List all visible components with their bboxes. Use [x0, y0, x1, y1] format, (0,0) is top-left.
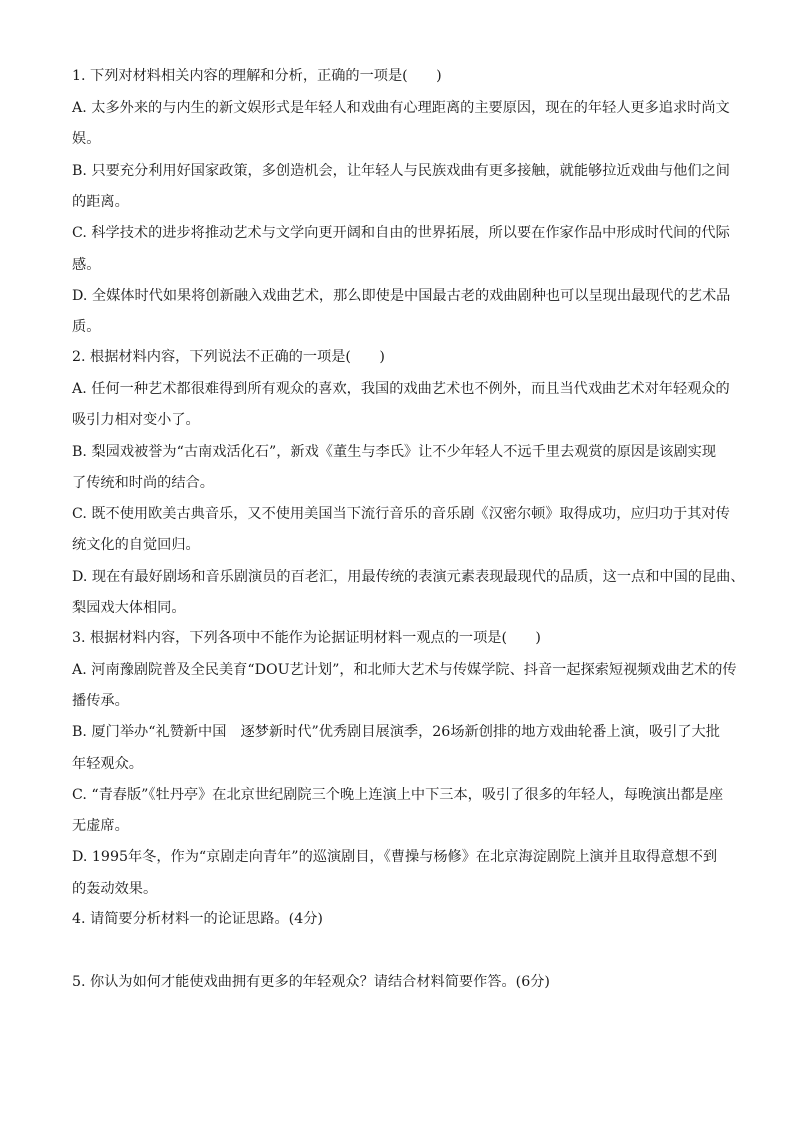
question-1-option-c-line1: C. 科学技术的进步将推动艺术与文学向更开阔和自由的世界拓展，所以要在作家作品中形成时代间的代际 — [72, 225, 730, 241]
question-3-option-a-line1: A. 河南豫剧院普及全民美育“DOU艺计划”，和北师大艺术与传媒学院、抖音一起探索短视频戏曲艺术的传 — [72, 662, 737, 678]
question-2-option-a-line2: 吸引力相对变小了。 — [72, 412, 200, 428]
question-2-option-c-line2: 统文化的自觉回归。 — [72, 537, 200, 553]
question-2-stem: 2. 根据材料内容，下列说法不正确的一项是( ) — [72, 349, 385, 365]
question-1-option-c-line2: 感。 — [72, 257, 101, 273]
question-3-option-d-line1: D. 1995年冬，作为“京剧走向青年”的巡演剧目，《曹操与杨修》在北京海淀剧院上演并且取得意想不到 — [72, 849, 718, 865]
question-1-option-d-line2: 质。 — [72, 319, 101, 335]
question-3-option-c-line2: 无虚席。 — [72, 818, 129, 834]
question-3-option-b-line1: B. 厦门举办“礼赞新中国 逐梦新时代”优秀剧目展演季，26场新创排的地方戏曲轮番上演，吸引了大批 — [72, 724, 720, 740]
question-3-option-a-line2: 播传承。 — [72, 693, 129, 709]
question-5-stem: 5. 你认为如何才能使戏曲拥有更多的年轻观众？请结合材料简要作答。(6分) — [72, 974, 550, 990]
question-3-option-b-line2: 年轻观众。 — [72, 756, 143, 772]
question-3-option-c-line1: C. “青春版”《牡丹亭》在北京世纪剧院三个晚上连演上中下三本，吸引了很多的年轻人，每晚演出都是座 — [72, 787, 724, 803]
question-4-stem: 4. 请简要分析材料一的论证思路。(4分) — [72, 911, 323, 927]
question-1-stem: 1. 下列对材料相关内容的理解和分析，正确的一项是( ) — [72, 68, 442, 84]
question-2-option-d-line1: D. 现在有最好剧场和音乐剧演员的百老汇，用最传统的表演元素表现最现代的品质，这一点和中国的昆曲、 — [72, 569, 745, 585]
question-2-option-b-line1: B. 梨园戏被誉为“古南戏活化石”，新戏《董生与李氏》让不少年轻人不远千里去观赏的原因是该剧实现 — [72, 444, 717, 460]
question-2-option-b-line2: 了传统和时尚的结合。 — [72, 475, 214, 491]
question-2-option-d-line2: 梨园戏大体相同。 — [72, 600, 186, 616]
question-2-option-c-line1: C. 既不使用欧美古典音乐，又不使用美国当下流行音乐的音乐剧《汉密尔顿》取得成功，应归功于其对传 — [72, 506, 730, 522]
question-1-option-a-line1: A. 太多外来的与内生的新文娱形式是年轻人和戏曲有心理距离的主要原因，现在的年轻人更多追求时尚文 — [72, 100, 730, 116]
question-1-option-b-line2: 的距离。 — [72, 194, 129, 210]
question-1-option-a-line2: 娱。 — [72, 131, 101, 147]
question-2-option-a-line1: A. 任何一种艺术都很难得到所有观众的喜欢，我国的戏曲艺术也不例外，而且当代戏曲艺术对年轻观众的 — [72, 381, 730, 397]
question-1-option-b-line1: B. 只要充分利用好国家政策，多创造机会，让年轻人与民族戏曲有更多接触，就能够拉近戏曲与他们之间 — [72, 163, 730, 179]
question-1-option-d-line1: D. 全媒体时代如果将创新融入戏曲艺术，那么即使是中国最古老的戏曲剧种也可以呈现出最现代的艺术品 — [72, 288, 731, 304]
question-3-option-d-line2: 的轰动效果。 — [72, 881, 158, 897]
question-3-stem: 3. 根据材料内容，下列各项中不能作为论据证明材料一观点的一项是( ) — [72, 630, 541, 646]
